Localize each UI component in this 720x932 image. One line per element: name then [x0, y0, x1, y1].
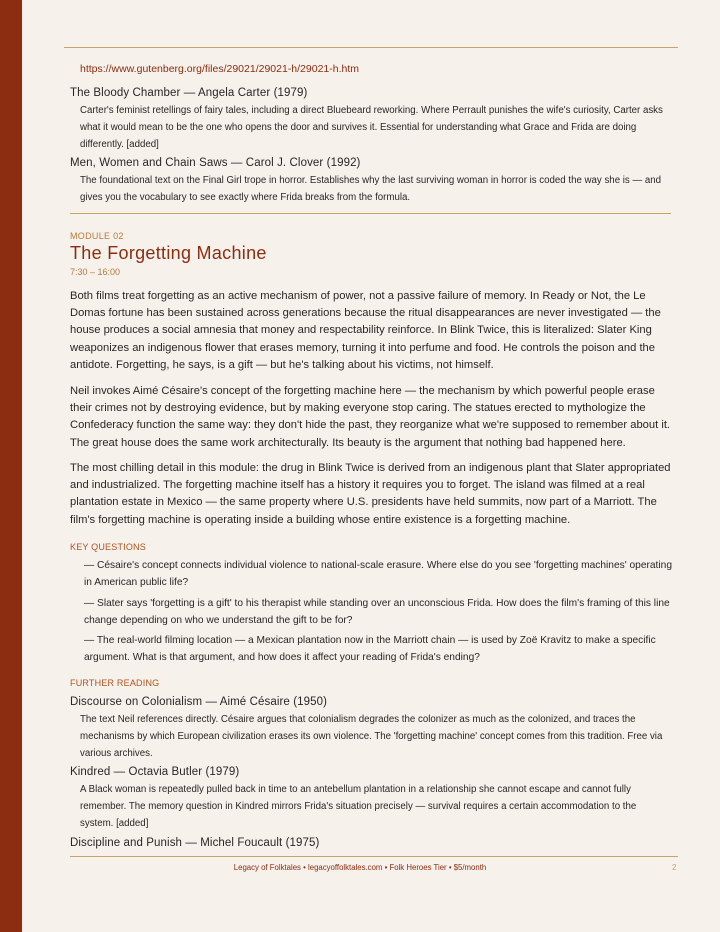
reading-title: Discipline and Punish — Michel Foucault (1975) — [70, 837, 320, 849]
reference-description: The foundational text on the Final Girl trope in horror. Establishes why the last surviving woman in horror is coded the way she is — and gives you the vocabulary to see exactly where Frida breaks from the formula. — [80, 175, 662, 203]
section-divider — [70, 213, 671, 214]
key-question: — Césaire's concept connects individual violence to national-scale erasure. Where else do you see 'forgetting machines' operating in American public life? — [84, 560, 672, 588]
page-number: 2 — [672, 863, 677, 872]
footer-text: Legacy of Folktales • legacyoffolktales.com • Folk Heroes Tier • $5/month — [233, 863, 487, 872]
reference-title: Men, Women and Chain Saws — Carol J. Clover (1992) — [70, 157, 361, 169]
reading-title: Kindred — Octavia Butler (1979) — [70, 766, 240, 778]
reading-title: Discourse on Colonialism — Aimé Césaire (1950) — [70, 696, 328, 708]
module-timestamp: 7:30 – 16:00 — [70, 267, 121, 277]
footer-divider — [70, 856, 678, 857]
reference-bloody-chamber — [70, 87, 678, 153]
page-spine — [0, 0, 22, 932]
reference-description: Carter's feminist retellings of fairy tales, including a direct Bluebeard reworking. Where Perrault punishes the wife's curiosity, Carter asks what it would mean to be the one who opens the door and survives it. Essential for understanding what Grace and Frida are doing differently. [added] — [80, 105, 663, 150]
top-divider — [64, 47, 678, 48]
reading-description: A Black woman is repeatedly pulled back in time to an antebellum plantation in a relationship she cannot escape and cannot fully remember. The memory question in Kindred mirrors Frida's situation precisely — survival requires a certain accommodation to the system. [added] — [80, 784, 637, 829]
reading-discourse-colonialism — [70, 696, 678, 762]
module-paragraph: Neil invokes Aimé Césaire's concept of the forgetting machine here — the mechanism by which powerful people erase their crimes not by destroying evidence, but by making everyone stop caring. The statues erected to mythologize the Confederacy function the same way: they don't hide the past, they reorganize what we're supposed to remember about it. The great house does the same work architecturally. Its beauty is the argument that nothing bad happened here. — [70, 385, 671, 449]
module-paragraph: The most chilling detail in this module: the drug in Blink Twice is derived from an indigenous plant that Slater appropriated and industrialized. The forgetting machine itself has a history it requires you to forget. The island was filmed at a real plantation estate in Mexico — the same property where U.S. presidents have held summits, now part of a Marriott. The film's forgetting machine is operating inside a building whose entire existence is a forgetting machine. — [70, 462, 671, 526]
reading-kindred — [70, 766, 678, 832]
further-reading-label: FURTHER READING — [70, 678, 160, 688]
module-label: MODULE 02 — [70, 231, 124, 241]
module-title: The Forgetting Machine — [70, 243, 267, 263]
key-questions-label: KEY QUESTIONS — [70, 542, 146, 552]
reference-chain-saws — [70, 157, 678, 206]
gutenberg-link[interactable]: https://www.gutenberg.org/files/29021/29021-h/29021-h.htm — [80, 63, 360, 75]
key-question: — Slater says 'forgetting is a gift' to his therapist while standing over an unconscious Frida. How does the film's framing of this line change depending on who we understand the gift to be for? — [84, 598, 670, 626]
reference-title: The Bloody Chamber — Angela Carter (1979) — [70, 87, 308, 99]
key-question: — The real-world filming location — a Mexican plantation now in the Marriott chain — is used by Zoë Kravitz to make a specific argument. What is that argument, and how does it affect your reading of Frida's ending? — [84, 635, 656, 663]
reading-discipline-punish — [70, 837, 678, 849]
module-paragraph: Both films treat forgetting as an active mechanism of power, not a passive failure of memory. In Ready or Not, the Le Domas fortune has been sustained across generations because the ritual disappearances are never investigated — the house produces a social amnesia that money and respectability reinforce. In Blink Twice, this is literalized: Slater King weaponizes an indigenous flower that erases memory, turning it into perfume and food. He controls the poison and the antidote. Forgetting, he says, is a gift — but he's talking about his victims, not himself. — [70, 290, 661, 371]
reading-description: The text Neil references directly. Césaire argues that colonialism degrades the colonizer as much as the colonized, and traces the mechanisms by which European civilization erases its own violence. The 'forgetting machine' concept comes from this tradition. Free via various archives. — [80, 714, 663, 759]
